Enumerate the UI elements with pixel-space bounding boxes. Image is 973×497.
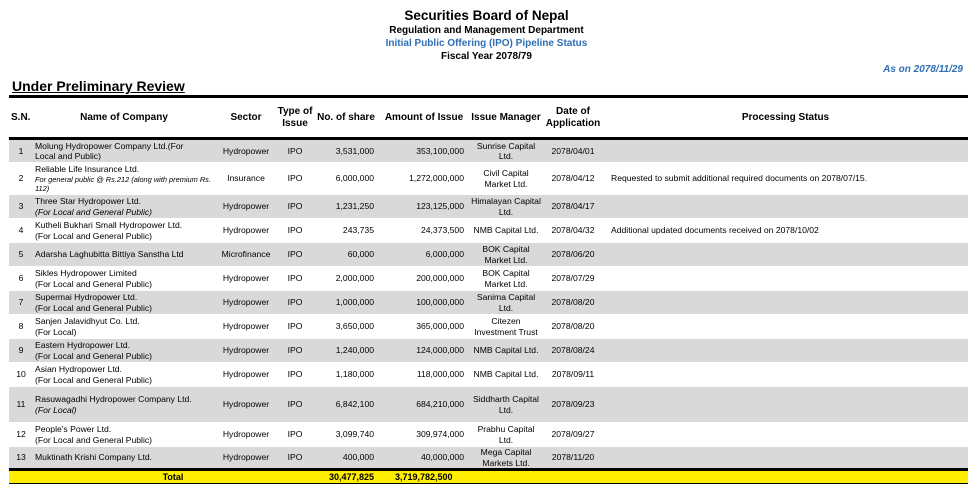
row-amount: 40,000,000 <box>379 447 469 470</box>
col-company: Name of Company <box>33 97 215 139</box>
company-subtitle: (For Local and General Public) <box>35 374 153 385</box>
row-shares: 1,240,000 <box>313 339 379 363</box>
company-name: Asian Hydropower Ltd. <box>35 364 122 374</box>
row-sn: 7 <box>9 291 33 315</box>
row-type: IPO <box>277 363 313 387</box>
company-subtitle: Local and Public) <box>35 151 101 161</box>
row-sn: 2 <box>9 163 33 195</box>
company-name: Supermai Hydropower Ltd. <box>35 292 138 302</box>
row-type: IPO <box>277 447 313 470</box>
row-status <box>603 423 968 447</box>
row-sn: 5 <box>9 243 33 267</box>
row-shares: 1,180,000 <box>313 363 379 387</box>
row-date: 2078/04/32 <box>543 219 603 243</box>
row-date: 2078/04/12 <box>543 163 603 195</box>
row-sector: Hydropower <box>215 339 277 363</box>
row-date: 2078/08/20 <box>543 315 603 339</box>
row-sn: 4 <box>9 219 33 243</box>
row-sn: 6 <box>9 267 33 291</box>
row-sector: Hydropower <box>215 267 277 291</box>
company-name: Reliable Life Insurance Ltd. <box>35 164 140 175</box>
table-row <box>9 387 968 423</box>
row-status <box>603 315 968 339</box>
row-sn: 10 <box>9 363 33 387</box>
row-sector: Hydropower <box>215 195 277 219</box>
row-sector: Insurance <box>215 163 277 195</box>
table-row <box>9 423 968 447</box>
department-title: Regulation and Management Department <box>389 25 584 36</box>
section-title: Under Preliminary Review <box>12 78 185 94</box>
col-date: Date of Application <box>543 97 603 139</box>
row-manager: NMB Capital Ltd. <box>469 339 543 363</box>
row-type: IPO <box>277 315 313 339</box>
row-company <box>33 423 215 447</box>
company-name: Sikles Hydropower Limited <box>35 268 137 278</box>
company-name: Molung Hydropower Company Ltd.(For <box>35 140 184 151</box>
row-date: 2078/08/24 <box>543 339 603 363</box>
row-amount: 1,272,000,000 <box>379 163 469 195</box>
row-amount: 200,000,000 <box>379 267 469 291</box>
col-amount: Amount of Issue <box>379 97 469 139</box>
row-sn: 3 <box>9 195 33 219</box>
row-status <box>603 387 968 423</box>
row-amount: 684,210,000 <box>379 387 469 423</box>
organization-title: Securities Board of Nepal <box>404 8 569 23</box>
row-date: 2078/09/27 <box>543 423 603 447</box>
company-name: Muktinath Krishi Company Ltd. <box>35 452 153 463</box>
row-status <box>603 291 968 315</box>
row-status: Requested to submit additional required documents on 2078/07/15. <box>603 163 968 195</box>
row-shares: 243,735 <box>313 219 379 243</box>
row-amount: 309,974,000 <box>379 423 469 447</box>
row-date: 2078/07/29 <box>543 267 603 291</box>
row-sector: Hydropower <box>215 139 277 163</box>
row-sector: Hydropower <box>215 447 277 470</box>
row-shares: 1,000,000 <box>313 291 379 315</box>
row-shares: 2,000,000 <box>313 267 379 291</box>
company-name: People's Power Ltd. <box>35 424 112 434</box>
col-type: Type of Issue <box>277 97 313 139</box>
row-date: 2078/08/20 <box>543 291 603 315</box>
company-subtitle: (For Local and General Public) <box>35 350 153 361</box>
row-amount: 123,125,000 <box>379 195 469 219</box>
row-sn: 8 <box>9 315 33 339</box>
row-shares: 3,650,000 <box>313 315 379 339</box>
table-row <box>9 195 968 219</box>
row-type: IPO <box>277 139 313 163</box>
row-manager: Mega Capital Markets Ltd. <box>469 447 543 470</box>
row-type: IPO <box>277 163 313 195</box>
row-sector: Hydropower <box>215 423 277 447</box>
row-company <box>33 219 215 243</box>
total-row <box>9 470 968 484</box>
row-amount: 100,000,000 <box>379 291 469 315</box>
row-sn: 1 <box>9 139 33 163</box>
col-manager: Issue Manager <box>469 97 543 139</box>
col-sector: Sector <box>215 97 277 139</box>
row-amount: 6,000,000 <box>379 243 469 267</box>
row-date: 2078/04/17 <box>543 195 603 219</box>
row-date: 2078/09/11 <box>543 363 603 387</box>
table-row <box>9 139 968 163</box>
company-name: Three Star Hydropower Ltd. <box>35 196 142 206</box>
row-shares: 3,099,740 <box>313 423 379 447</box>
row-company <box>33 243 215 267</box>
row-manager: Sunrise Capital Ltd. <box>469 139 543 163</box>
company-subtitle: (For Local) <box>35 326 77 337</box>
row-amount: 124,000,000 <box>379 339 469 363</box>
row-sn: 13 <box>9 447 33 470</box>
row-type: IPO <box>277 219 313 243</box>
table-row <box>9 219 968 243</box>
fiscal-year: Fiscal Year 2078/79 <box>440 51 532 62</box>
row-sector: Hydropower <box>215 291 277 315</box>
company-name: Kutheli Bukhari Small Hydropower Ltd. <box>35 220 183 230</box>
row-sector: Hydropower <box>215 363 277 387</box>
row-type: IPO <box>277 339 313 363</box>
row-manager: Siddharth Capital Ltd. <box>469 387 543 423</box>
company-subtitle: (For Local and General Public) <box>35 206 153 217</box>
table-row <box>9 339 968 363</box>
company-subtitle: (For Local and General Public) <box>35 278 153 289</box>
table-row <box>9 363 968 387</box>
row-sn: 9 <box>9 339 33 363</box>
row-sector: Microfinance <box>215 243 277 267</box>
row-status <box>603 339 968 363</box>
row-manager: BOK Capital Market Ltd. <box>469 267 543 291</box>
row-amount: 365,000,000 <box>379 315 469 339</box>
row-date: 2078/04/01 <box>543 139 603 163</box>
table-row <box>9 267 968 291</box>
row-company <box>33 387 215 423</box>
row-company <box>33 291 215 315</box>
row-shares: 1,231,250 <box>313 195 379 219</box>
row-date: 2078/09/23 <box>543 387 603 423</box>
row-company <box>33 139 215 163</box>
row-type: IPO <box>277 195 313 219</box>
company-name: Eastern Hydropower Ltd. <box>35 340 131 350</box>
company-name: Sanjen Jalavidhyut Co. Ltd. <box>35 316 140 326</box>
company-note: For general public @ Rs.212 (along with premium Rs. 112) <box>35 174 211 193</box>
row-company <box>33 195 215 219</box>
company-subtitle: (For Local and General Public) <box>35 434 153 445</box>
row-manager: Civil Capital Market Ltd. <box>469 163 543 195</box>
row-amount: 118,000,000 <box>379 363 469 387</box>
total-amount: 3,719,782,500 <box>379 470 469 484</box>
row-sn: 11 <box>9 387 33 423</box>
row-shares: 60,000 <box>313 243 379 267</box>
company-subtitle: (For Local and General Public) <box>35 302 153 313</box>
row-manager: Citezen Investment Trust <box>469 315 543 339</box>
row-company <box>33 339 215 363</box>
total-label: Total <box>33 470 313 484</box>
row-date: 2078/11/20 <box>543 447 603 470</box>
row-type: IPO <box>277 387 313 423</box>
row-manager: Prabhu Capital Ltd. <box>469 423 543 447</box>
table-row <box>9 291 968 315</box>
row-status <box>603 243 968 267</box>
total-shares: 30,477,825 <box>313 470 379 484</box>
table-row <box>9 315 968 339</box>
col-status: Processing Status <box>603 97 968 139</box>
row-shares: 6,842,100 <box>313 387 379 423</box>
row-status <box>603 363 968 387</box>
table-row <box>9 163 968 195</box>
row-company <box>33 363 215 387</box>
col-sn: S.N. <box>9 97 33 139</box>
row-status <box>603 267 968 291</box>
header-row <box>9 97 968 139</box>
row-shares: 3,531,000 <box>313 139 379 163</box>
row-status <box>603 195 968 219</box>
ipo-pipeline-table <box>9 95 968 484</box>
row-status <box>603 139 968 163</box>
company-subtitle: (For Local) <box>35 404 77 415</box>
as-on-date: As on 2078/11/29 <box>883 64 963 75</box>
row-manager: NMB Capital Ltd. <box>469 363 543 387</box>
row-company <box>33 447 215 470</box>
table-row <box>9 447 968 470</box>
row-sn: 12 <box>9 423 33 447</box>
row-sector: Hydropower <box>215 315 277 339</box>
table-row <box>9 243 968 267</box>
row-manager: Sanima Capital Ltd. <box>469 291 543 315</box>
row-shares: 400,000 <box>313 447 379 470</box>
col-shares: No. of share <box>313 97 379 139</box>
company-name: Adarsha Laghubitta Bittiya Sanstha Ltd <box>35 249 184 260</box>
row-sector: Hydropower <box>215 219 277 243</box>
row-type: IPO <box>277 291 313 315</box>
row-status <box>603 447 968 470</box>
company-subtitle: (For Local and General Public) <box>35 230 153 241</box>
row-manager: NMB Capital Ltd. <box>469 219 543 243</box>
row-manager: BOK Capital Market Ltd. <box>469 243 543 267</box>
row-manager: Himalayan Capital Ltd. <box>469 195 543 219</box>
row-type: IPO <box>277 267 313 291</box>
row-company <box>33 315 215 339</box>
row-date: 2078/06/20 <box>543 243 603 267</box>
row-type: IPO <box>277 423 313 447</box>
status-title: Initial Public Offering (IPO) Pipeline Status <box>385 38 588 49</box>
row-amount: 353,100,000 <box>379 139 469 163</box>
row-status: Additional updated documents received on 2078/10/02 <box>603 219 968 243</box>
row-company <box>33 163 215 195</box>
row-company <box>33 267 215 291</box>
row-shares: 6,000,000 <box>313 163 379 195</box>
row-sector: Hydropower <box>215 387 277 423</box>
row-amount: 24,373,500 <box>379 219 469 243</box>
company-name: Rasuwagadhi Hydropower Company Ltd. <box>35 394 192 404</box>
report-header <box>0 7 973 63</box>
row-type: IPO <box>277 243 313 267</box>
